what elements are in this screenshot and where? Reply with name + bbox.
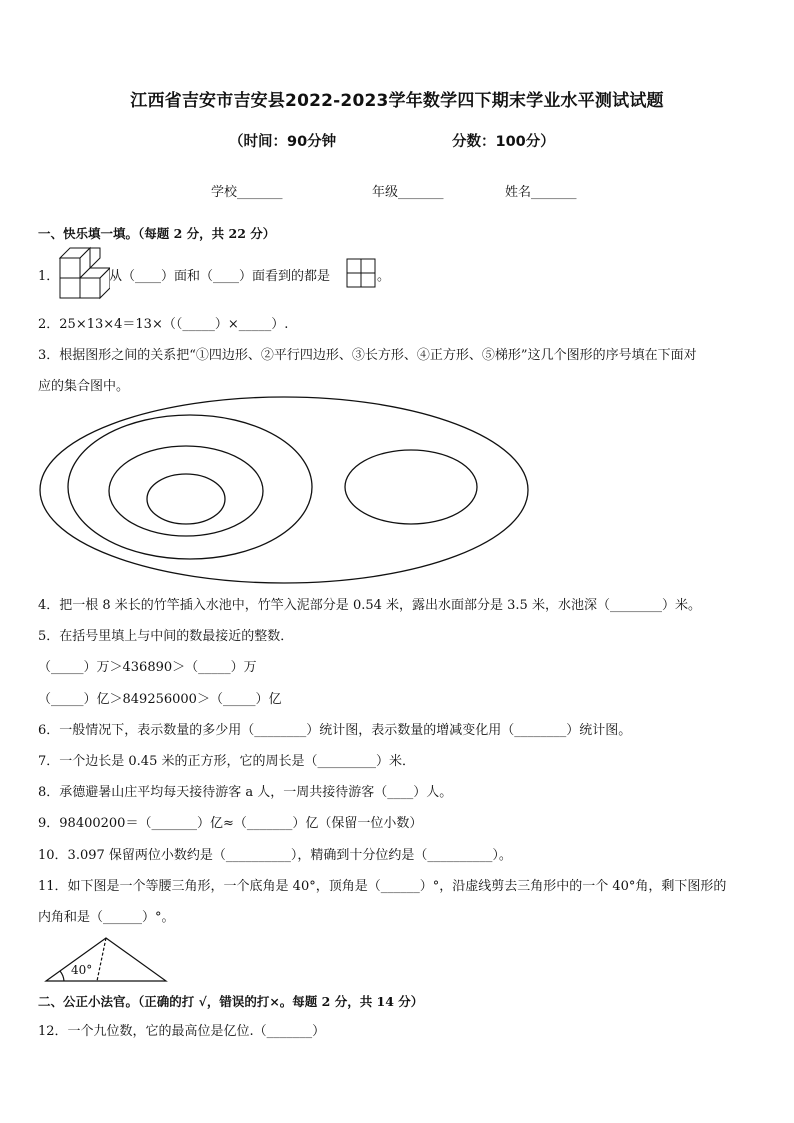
section-2-heading: 二、公正小法官。（正确的打 √，错误的打×。每题 2 分，共 14 分） [38, 994, 424, 1009]
right-set-ellipse [345, 450, 477, 524]
name-field[interactable]: 姓名_______ [505, 185, 577, 200]
question-9: 9．98400200＝（_______）亿≈（_______）亿（保留一位小数） [38, 816, 423, 831]
question-7: 7．一个边长是 0.45 米的正方形，它的周长是（_________）米． [38, 754, 415, 769]
question-3-line-1: 3．根据图形之间的关系把“①四边形、②平行四边形、③长方形、④正方形、⑤梯形”这几个图形的序号填在下面对 [38, 348, 697, 363]
question-1-number: 1． [38, 269, 60, 284]
set-diagram [0, 395, 794, 595]
exam-time: （时间：90分钟 [229, 134, 337, 150]
grade-field[interactable]: 年级_______ [372, 185, 444, 200]
outer-set-ellipse [40, 397, 528, 583]
question-1-end: 。 [377, 269, 391, 284]
third-set-ellipse [109, 446, 263, 536]
question-11-line-2: 内角和是（______）°。 [38, 910, 175, 925]
question-8: 8．承德避暑山庄平均每天接待游客 a 人，一周共接待游客（____）人。 [38, 785, 453, 800]
school-field[interactable]: 学校_______ [211, 185, 283, 200]
question-5: 5．在括号里填上与中间的数最接近的整数． [38, 629, 294, 644]
inner-set-ellipse [147, 474, 225, 524]
triangle-angle-label: 40° [71, 963, 93, 977]
exam-title: 江西省吉安市吉安县2022-2023学年数学四下期末学业水平测试试题 [130, 91, 664, 111]
question-4: 4．把一根 8 米长的竹竿插入水池中，竹竿入泥部分是 0.54 米，露出水面部分是 3.5 米，水池深（________）米。 [38, 598, 701, 613]
second-set-ellipse [68, 415, 312, 559]
four-square-grid-figure [346, 258, 376, 292]
question-11-line-1: 11．如下图是一个等腰三角形，一个底角是 40°，顶角是（______）°，沿虚线剪去三角形中的一个 40°角，剩下图形的 [38, 879, 727, 894]
question-5-part-a: （_____）万＞436890＞（_____）万 [38, 660, 257, 675]
question-12: 12．一个九位数，它的最高位是亿位.（_______） [38, 1024, 326, 1039]
question-1-text: 从（____）面和（____）面看到的都是 [109, 269, 331, 284]
question-2: 2．25×13×4＝13×（（_____）×_____）. [38, 317, 289, 332]
cube-stack-figure [58, 246, 110, 304]
isosceles-triangle-figure [44, 935, 174, 985]
question-10: 10．3.097 保留两位小数约是（__________），精确到十分位约是（__________）。 [38, 848, 512, 863]
section-1-heading: 一、快乐填一填。（每题 2 分，共 22 分） [38, 226, 276, 241]
exam-score: 分数：100分） [452, 134, 555, 150]
question-6: 6．一般情况下，表示数量的多少用（________）统计图，表示数量的增减变化用（________）统计图。 [38, 723, 632, 738]
question-3-line-2: 应的集合图中。 [38, 379, 130, 394]
question-5-part-b: （_____）亿＞849256000＞（_____）亿 [38, 692, 282, 707]
